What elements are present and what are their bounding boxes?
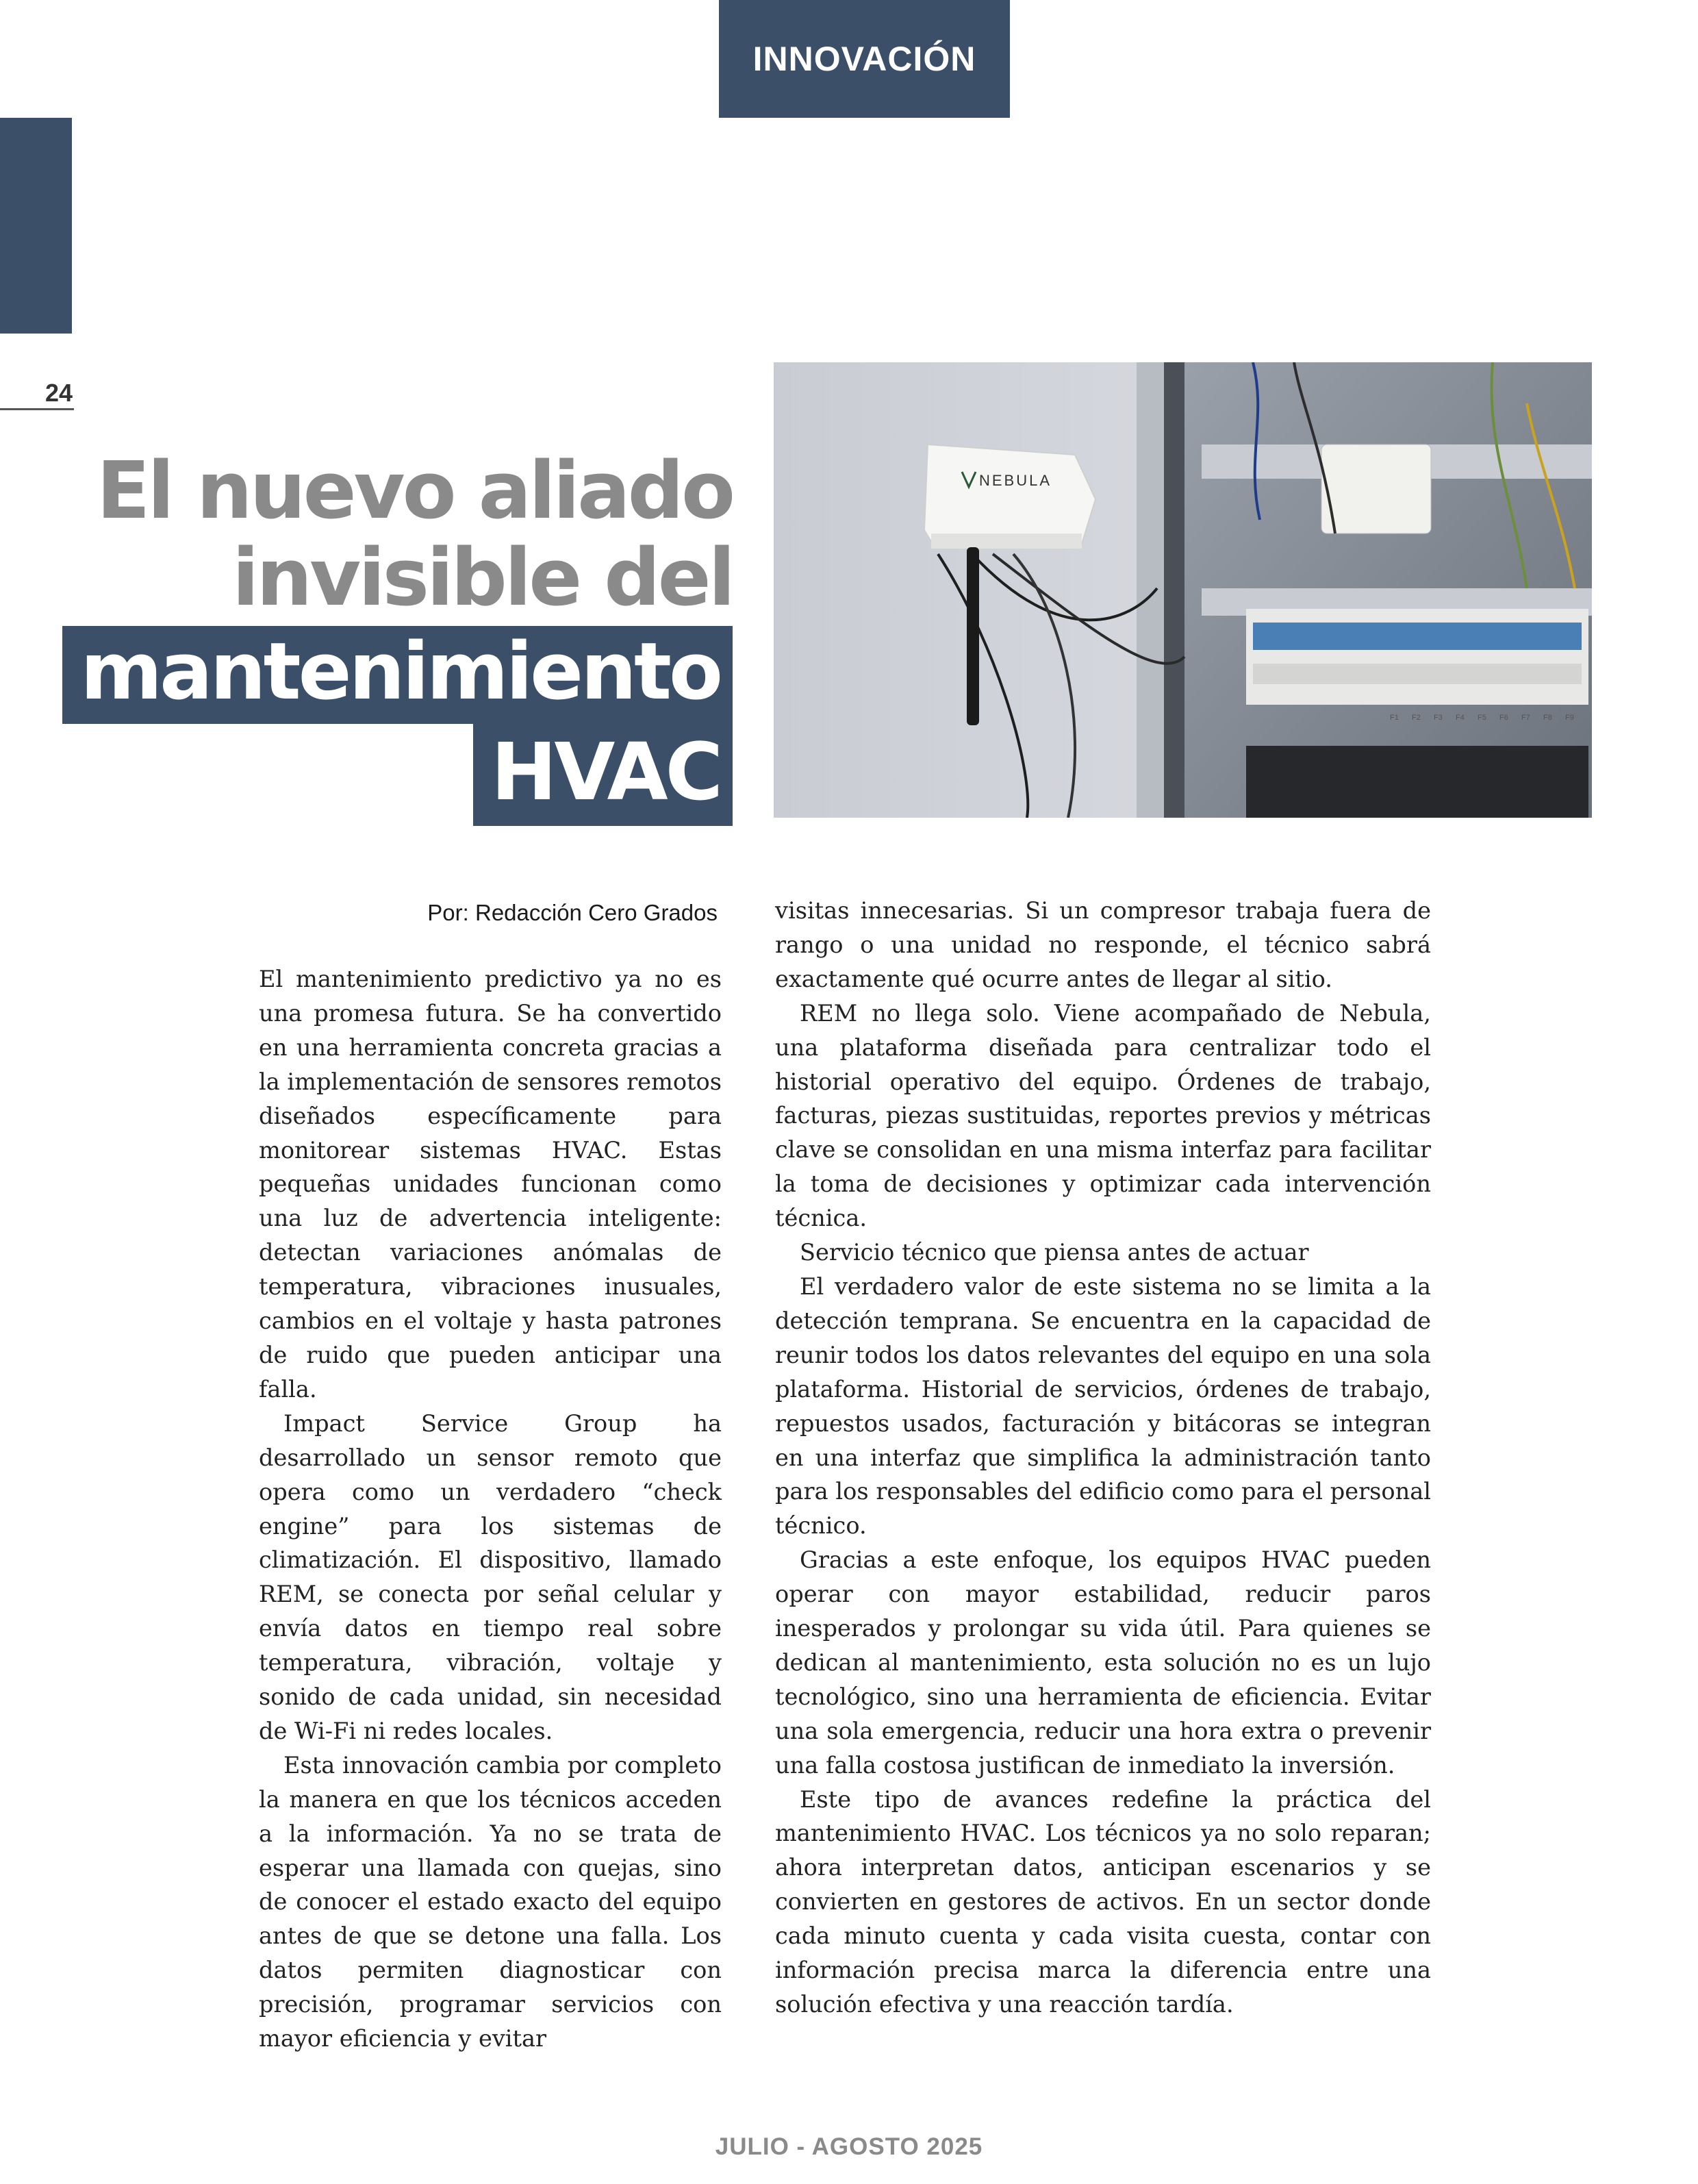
paragraph: visitas innecesarias. Si un compresor trabaja fuera de rango o una unidad no responde, el técnico sabrá exactamente qué ocurre antes de llegar al sitio. xyxy=(775,897,1431,992)
byline: Por: Redacción Cero Grados xyxy=(427,900,718,925)
section-label: INNOVACIÓN xyxy=(752,40,976,78)
panel-mark: F9 xyxy=(1565,714,1574,722)
panel-mark: F2 xyxy=(1412,714,1421,722)
headline-line-2: invisible del xyxy=(231,532,733,624)
terminal-blocks xyxy=(1246,746,1588,818)
issue-date-footer: JULIO - AGOSTO 2025 xyxy=(715,2133,983,2160)
paragraph: El mantenimiento predictivo ya no es una promesa futura. Se ha convertido en una herramienta concreta gracias a la implementación de sensores remotos diseñados específicamente para monitorear sistemas HVAC. Estas pequeñas unidades funcionan como una luz de advertencia inteligente: detectan variaciones anómalas de temperatura, vibraciones inusuales, cambios en el voltaje y hasta patrones de ruido que pueden anticipar una falla. xyxy=(259,966,722,1403)
panel-mark: F6 xyxy=(1499,714,1508,722)
paragraph: Este tipo de avances redefine la práctica del mantenimiento HVAC. Los técnicos ya no solo reparan; ahora interpretan datos, anticipan escenarios y se convierten en gestores de activos. En un sector donde cada minuto cuenta y cada visita cuesta, contar con información precisa marca la diferencia entre una solución efectiva y una reacción tardía. xyxy=(775,1785,1431,2018)
panel-mark-labels xyxy=(1390,714,1574,722)
breaker-row xyxy=(1246,609,1588,705)
panel-mark: F7 xyxy=(1521,714,1530,722)
panel-mark: F4 xyxy=(1456,714,1465,722)
article-headline xyxy=(62,445,733,826)
door-edge xyxy=(1137,362,1164,818)
side-accent-bar xyxy=(0,118,72,334)
panel-mark: F5 xyxy=(1478,714,1486,722)
device-logo-text: NEBULA xyxy=(979,472,1052,489)
nebula-sensor-device xyxy=(924,444,1095,549)
paragraph: El verdadero valor de este sistema no se limita a la detección temprana. Se encuentra en la capacidad de reunir todos los datos relevantes del equipo en una sola plataforma. Historial de servicios, órdenes de trabajo, repuestos usados, facturación y bitácoras se integran en una interfaz que simplifica la administración tanto para los responsables del edificio como para el personal técnico. xyxy=(775,1272,1431,1540)
article-column-2 xyxy=(775,894,1431,2022)
headline-line-3: mantenimiento xyxy=(62,626,733,724)
panel-mark: F8 xyxy=(1543,714,1552,722)
page-number: 24 xyxy=(45,379,73,407)
article-column-1 xyxy=(259,962,722,2056)
page-number-rule xyxy=(0,408,74,410)
hvac-panel-photo xyxy=(774,362,1592,818)
headline-line-1: El nuevo aliado xyxy=(96,445,733,537)
paragraph: Impact Service Group ha desarrollado un sensor remoto que opera como un verdadero “check engine” para los sistemas de climatización. El dispositivo, llamado REM, se conecta por señal celular y envía datos en tiempo real sobre temperatura, vibración, voltaje y sonido de cada unidad, sin necesidad de Wi-Fi ni redes locales. xyxy=(259,1409,722,1744)
paragraph: Gracias a este enfoque, los equipos HVAC pueden operar con mayor estabilidad, reducir paros inesperados y prolongar su vida útil. Para quienes se dedican al mantenimiento, esta solución no es un lujo tecnológico, sino una herramienta de eficiencia. Evitar una sola emergencia, reducir una hora extra o prevenir una falla costosa justifican de inmediato la inversión. xyxy=(775,1546,1431,1779)
section-tab xyxy=(719,0,1010,118)
antenna xyxy=(967,547,979,725)
panel-mark: F1 xyxy=(1390,714,1399,722)
panel-mark: F3 xyxy=(1434,714,1443,722)
controller-module xyxy=(1321,444,1431,534)
headline-line-4: HVAC xyxy=(473,724,733,826)
subheading: Servicio técnico que piensa antes de actuar xyxy=(800,1239,1309,1266)
paragraph: Esta innovación cambia por completo la manera en que los técnicos acceden a la información. Ya no se trata de esperar una llamada con quejas, sino de conocer el estado exacto del equipo antes de que se detone una falla. Los datos permiten diagnosticar con precisión, programar servicios con mayor eficiencia y evitar xyxy=(259,1751,722,2053)
paragraph: REM no llega solo. Viene acompañado de Nebula, una plataforma diseñada para centralizar todo el historial operativo del equipo. Órdenes de trabajo, facturas, piezas sustituidas, reportes previos y métricas clave se consolidan en una misma interfaz para facilitar la toma de decisiones y optimizar cada intervención técnica. xyxy=(775,999,1431,1232)
